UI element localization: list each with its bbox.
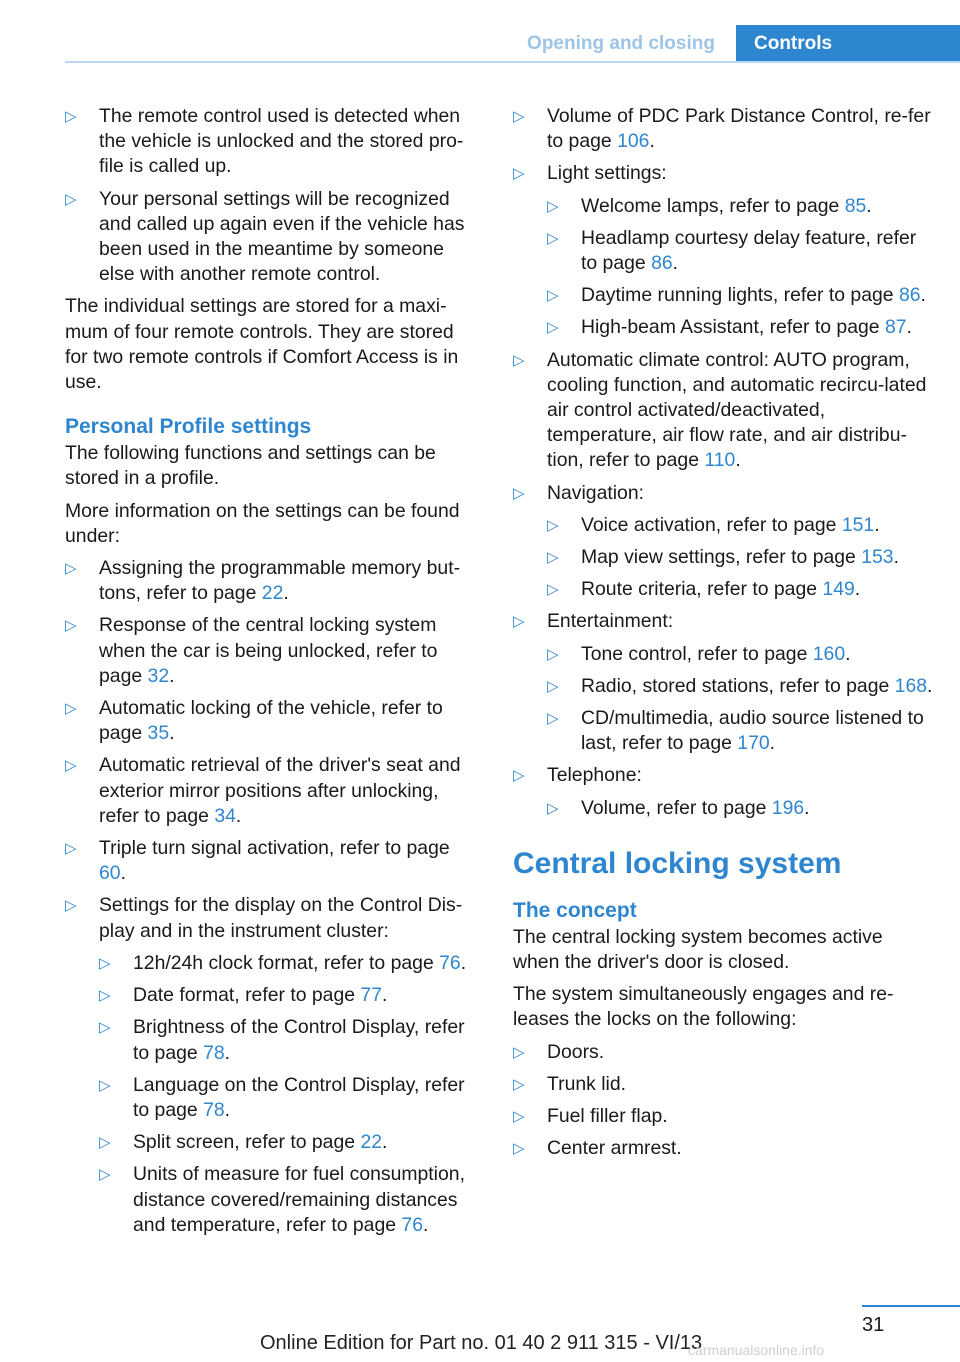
list-item: ▷ Your personal settings will be recognized and called up again even if the vehicle has been used in the meantime by someone else with another remote control. [65,187,480,288]
list-item: ▷ Units of measure for fuel consumption, distance covered/remaining distances and temperature, refer to page 76. [99,1162,480,1238]
page-link[interactable]: 60 [99,862,121,885]
page-link[interactable]: 77 [360,984,382,1007]
list-item: ▷ Volume, refer to page 196. [547,796,933,821]
page-link[interactable]: 22 [360,1131,383,1154]
list-item: ▷ Automatic climate control: AUTO program, cooling function, and automatic recircu‐lated air control activated/deactivated, temperature, air flow rate, and air distribu‐tion, refer to page 110. [513,348,933,474]
profile-paragraph-2: More information on the settings can be found under: [65,499,460,547]
list-item: ▷ Map view settings, refer to page 153. [547,545,933,570]
list-item: ▷ Assigning the programmable memory but‐tons, refer to page 22. [65,556,480,606]
page-link[interactable]: 76 [401,1213,423,1236]
page-link[interactable]: 85 [844,194,867,217]
section-title: Central locking system [513,846,842,880]
storage-paragraph: The individual settings are stored for a maxi‐mum of four remote controls. They are stored for two remote controls if Comfort Access is in use. [65,295,459,394]
page-link[interactable]: 149 [822,578,855,601]
list-item: ▷ Tone control, refer to page 160. [547,642,933,667]
list-item: ▷ Light settings: ▷ Welcome lamps, refer to page 85. ▷ Headlamp courtesy delay feature, refer to page 86. ▷ Daytime running lights, refer to page 86. ▷ High-beam Assistant, refer to page 87. [513,161,933,340]
page-number: 31 [862,1314,885,1336]
list-item: ▷ The remote control used is detected when the vehicle is unlocked and the stored pro‐file is called up. [65,104,480,180]
telephone-sub-list [547,796,933,821]
list-item: ▷ Navigation: ▷ Voice activation, refer to page 151. ▷ Map view settings, refer to page 153. ▷ Route criteria, refer to page 149. [513,481,933,603]
concept-paragraph-1: The central locking system becomes active when the driver's door is closed. [513,925,883,974]
page-link[interactable]: 168 [894,674,928,697]
list-item: ▷ Settings for the display on the Control Dis‐play and in the instrument cluster: ▷ 12h/24h clock format, refer to page 76. ▷ Date format, refer to page 77. ▷ Brightness of the Control Display, refer to page 78. ▷ Language on the Control Display, refer to page 78. ▷ Split screen, refer to page 22. ▷ Units of measure for fuel consumption, distance covered/remaining distances and temperature, refer to page 76. [65,893,480,1237]
light-sub-list [547,194,933,341]
concept-paragraph-2: The system simultaneously engages and re‐leases the locks on the following: [513,983,894,1031]
list-item: ▷ Fuel filler flap. [513,1104,933,1129]
page-link[interactable]: 78 [203,1098,225,1121]
list-item: ▷ Response of the central locking system when the car is being unlocked, refer to page 32. [65,613,480,689]
list-item: ▷ Language on the Control Display, refer to page 78. [99,1073,480,1123]
navigation-sub-list [547,513,933,603]
list-item: ▷ Triple turn signal activation, refer to page 60. [65,836,480,886]
list-item: ▷ Voice activation, refer to page 151. [547,513,933,538]
display-sub-list [99,951,480,1238]
page-link[interactable]: 106 [617,130,650,153]
profile-settings-list [65,556,480,1238]
list-item: ▷ Daytime running lights, refer to page 86. [547,283,933,308]
list-item: ▷ Entertainment: ▷ Tone control, refer to page 160. ▷ Radio, stored stations, refer to page 168. ▷ CD/multimedia, audio source listened to last, refer to page 170. [513,609,933,756]
list-item: ▷ Center armrest. [513,1136,933,1161]
intro-list [65,104,480,287]
entertainment-sub-list [547,642,933,757]
right-column [513,104,933,1169]
edition-footer: Online Edition for Part no. 01 40 2 911 315 - VI/13 [260,1332,703,1354]
watermark: carmanualsonline.info [688,1342,825,1358]
page-link[interactable]: 160 [812,642,846,665]
list-item: ▷ Doors. [513,1040,933,1065]
list-item: ▷ Route criteria, refer to page 149. [547,577,933,602]
page-link[interactable]: 22 [261,582,284,605]
page-link[interactable]: 86 [898,284,921,307]
header-rule [65,61,960,63]
list-item: ▷ Brightness of the Control Display, refer to page 78. [99,1015,480,1065]
header-chapter-tab: Controls [736,25,960,62]
profile-paragraph-1: The following functions and settings can be stored in a profile. [65,442,436,490]
concept-heading: The concept [513,898,637,922]
page-link[interactable]: 78 [203,1041,225,1064]
list-item: ▷ Automatic retrieval of the driver's seat and exterior mirror positions after unlocking, refer to page 34. [65,753,480,829]
list-item: ▷ Volume of PDC Park Distance Control, re‐fer to page 106. [513,104,933,154]
page-link[interactable]: 196 [771,796,805,819]
list-item: ▷ Telephone: ▷ Volume, refer to page 196. [513,763,933,820]
list-item: ▷ Welcome lamps, refer to page 85. [547,194,933,219]
page-link[interactable]: 87 [884,316,907,339]
profile-heading: Personal Profile settings [65,415,312,439]
list-item: ▷ Trunk lid. [513,1072,933,1097]
list-item: ▷ Automatic locking of the vehicle, refer to page 35. [65,696,480,746]
page-link[interactable]: 35 [147,722,170,745]
list-item: ▷ Split screen, refer to page 22. [99,1130,480,1155]
list-item: ▷ Headlamp courtesy delay feature, refer to page 86. [547,226,933,276]
locks-list [513,1040,933,1162]
list-item: ▷ 12h/24h clock format, refer to page 76. [99,951,480,976]
list-item: ▷ Radio, stored stations, refer to page 168. [547,674,933,699]
page-link[interactable]: 110 [704,449,736,472]
list-item: ▷ Date format, refer to page 77. [99,983,480,1008]
page-link[interactable]: 76 [439,951,461,974]
left-column [65,104,480,1245]
page-link[interactable]: 32 [147,664,170,687]
list-item: ▷ High-beam Assistant, refer to page 87. [547,315,933,340]
header-section-tab: Opening and closing [527,33,715,54]
page-link[interactable]: 86 [651,252,673,275]
page-link[interactable]: 151 [841,513,875,536]
page-link[interactable]: 153 [861,546,894,569]
page-link[interactable]: 170 [737,732,770,755]
page-link[interactable]: 34 [214,804,236,827]
list-item: ▷ CD/multimedia, audio source listened to last, refer to page 170. [547,706,933,756]
page-number-rule [862,1305,960,1307]
profile-settings-list-continued [513,104,933,821]
